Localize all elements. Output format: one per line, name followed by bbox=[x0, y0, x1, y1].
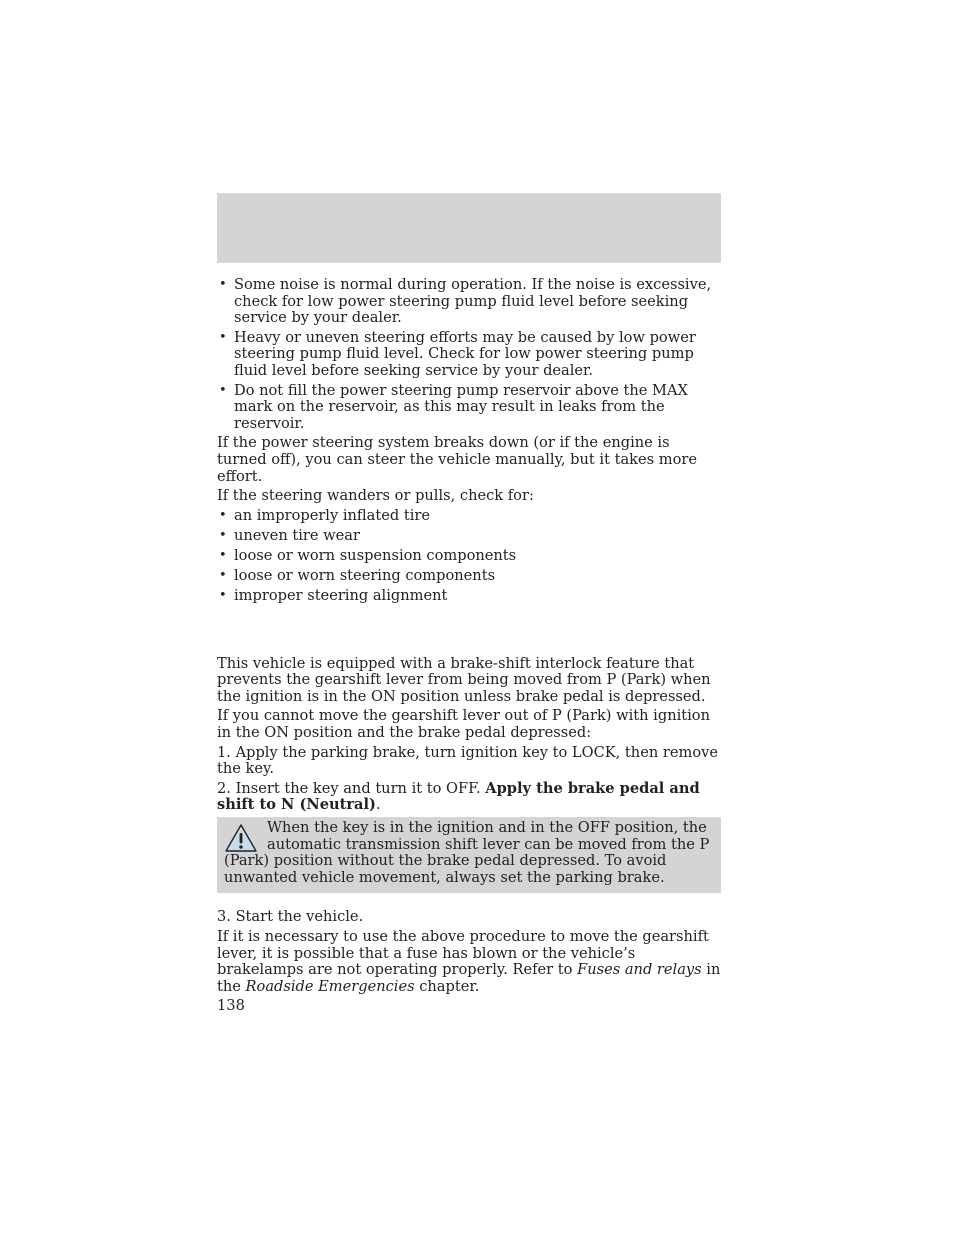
section-gap bbox=[217, 608, 721, 656]
step-2-suffix: . bbox=[375, 796, 381, 814]
step-1: 1. Apply the parking brake, turn ignition key to LOCK, then remove the key. bbox=[217, 743, 718, 778]
wander-intro: If the steering wanders or pulls, check for: bbox=[217, 487, 534, 505]
step-3: 3. Start the vehicle. bbox=[217, 908, 364, 926]
fuses-relays-reference: Fuses and relays bbox=[577, 961, 702, 979]
list-item: • uneven tire wear bbox=[217, 528, 721, 545]
page-content bbox=[217, 277, 721, 1018]
list-item: • an improperly inflated tire bbox=[217, 508, 721, 525]
warning-text: When the key is in the ignition and in the OFF position, the automatic transmission shift lever can be moved from the P (Park) position without the brake pedal depressed. To avoid unwanted vehicle movement, always set the parking brake. bbox=[224, 818, 710, 886]
step-2 bbox=[217, 781, 721, 814]
list-item: • Do not fill the power steering pump reservoir above the MAX mark on the reservoir, as this may result in leaks from the reservoir. bbox=[217, 383, 721, 433]
roadside-emergencies-reference: Roadside Emergencies bbox=[245, 977, 415, 995]
list-item: • loose or worn suspension components bbox=[217, 548, 721, 565]
page-number: 138 bbox=[217, 997, 245, 1015]
wander-checks-list bbox=[217, 508, 721, 605]
breakdown-paragraph: If the power steering system breaks down (or if the engine is turned off), you can steer the vehicle manually, but it takes more effort. bbox=[217, 434, 697, 485]
list-item: • loose or worn steering components bbox=[217, 568, 721, 585]
list-item: • Some noise is normal during operation. If the noise is excessive, check for low power steering pump fluid level before seeking service by your dealer. bbox=[217, 277, 721, 327]
step-2-prefix: 2. Insert the key and turn it to OFF. bbox=[217, 779, 486, 797]
step-2-bold: Apply the brake pedal and shift to N (Neutral) bbox=[217, 779, 700, 814]
interlock-paragraph: This vehicle is equipped with a brake-shift interlock feature that prevents the gearshift lever from being moved from P (Park) when the ignition is in the ON position unless brake pedal is depressed. bbox=[217, 654, 711, 705]
cannot-move-paragraph: If you cannot move the gearshift lever out of P (Park) with ignition in the ON position and the brake pedal depressed: bbox=[217, 707, 710, 742]
warning-box bbox=[217, 817, 721, 893]
fuse-text-prefix: If it is necessary to use the above procedure to move the gearshift lever, it is possible that a fuse has blown or the vehicle’s brakelamps are not operating properly. Refer to bbox=[217, 927, 709, 979]
fuse-text-middle: in the bbox=[217, 961, 721, 995]
fuse-paragraph bbox=[217, 929, 721, 995]
chapter-header-band bbox=[217, 193, 721, 263]
steering-notes-list bbox=[217, 277, 721, 432]
list-item: • Heavy or uneven steering efforts may be caused by low power steering pump fluid level. Check for low power steering pump fluid level before seeking service by your dealer. bbox=[217, 330, 721, 380]
warning-triangle-icon bbox=[224, 823, 258, 853]
fuse-text-suffix: chapter. bbox=[414, 977, 480, 995]
list-item: • improper steering alignment bbox=[217, 588, 721, 605]
